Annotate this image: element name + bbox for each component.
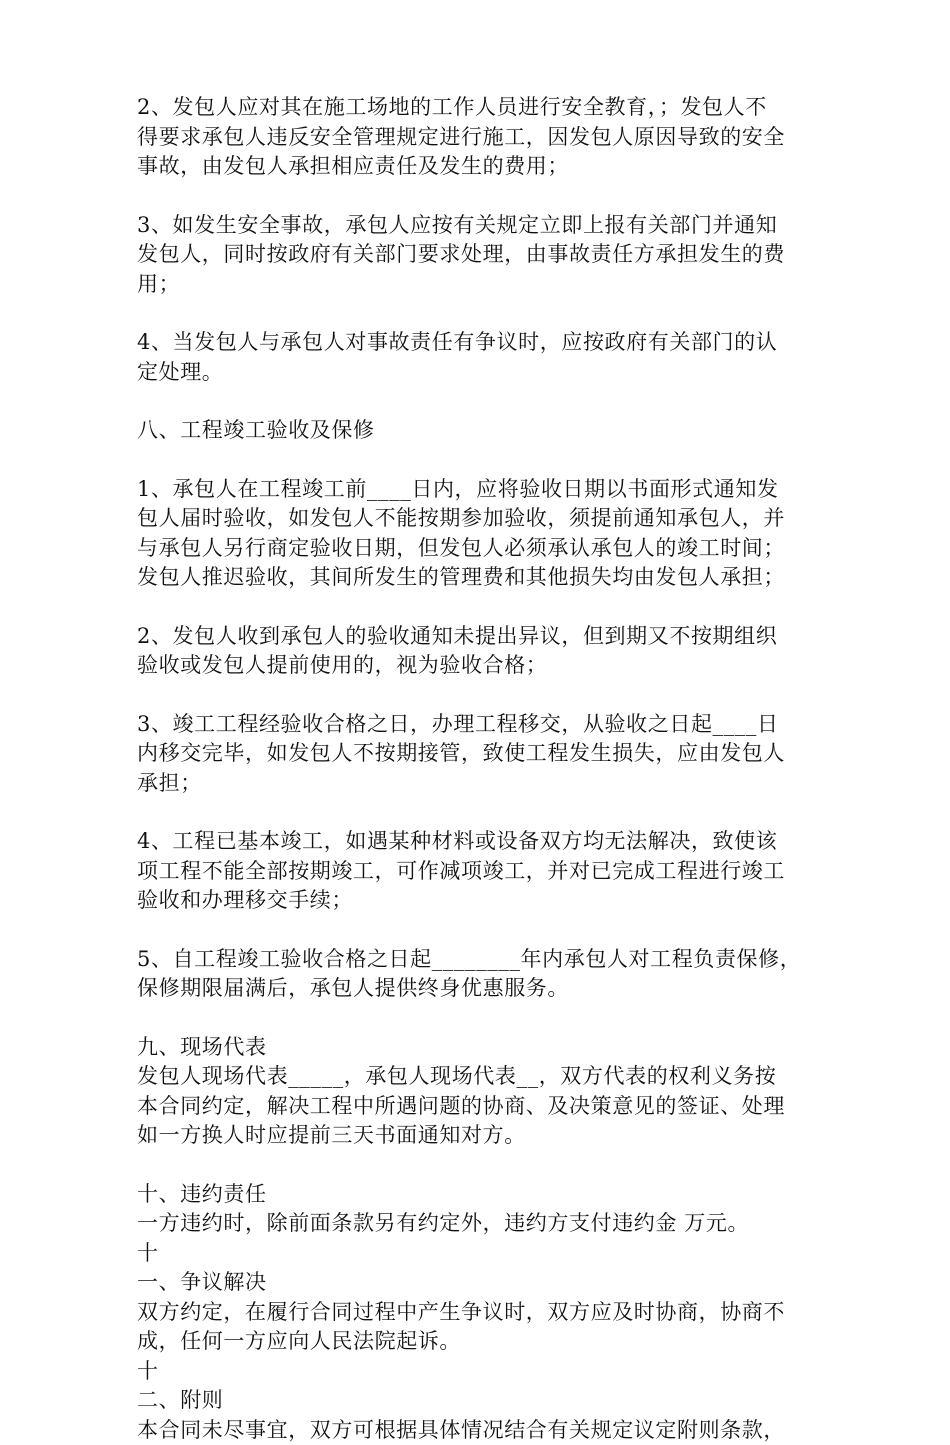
document-body: [137, 93, 827, 1445]
text-line: 事故，由发包人承担相应责任及发生的费用；: [137, 152, 827, 182]
paragraph-safety-education: [137, 93, 827, 182]
text-line: 如一方换人时应提前三天书面通知对方。: [137, 1121, 827, 1151]
text-line: 包人届时验收，如发包人不能按期参加验收，须提前通知承包人，并: [137, 504, 827, 534]
text-line: 1、承包人在工程竣工前____日内，应将验收日期以书面形式通知发: [137, 475, 827, 505]
section-heading: 十、违约责任: [137, 1180, 827, 1210]
paragraph-partial-completion: [137, 827, 827, 916]
paragraph-safety-accident: [137, 211, 827, 300]
text-line: 验收和办理移交手续；: [137, 886, 827, 916]
section-heading: 九、现场代表: [137, 1033, 827, 1063]
text-line: 一方违约时，除前面条款另有约定外，违约方支付违约金 万元。: [137, 1209, 827, 1239]
text-line: 4、工程已基本竣工，如遇某种材料或设备双方均无法解决，致使该: [137, 827, 827, 857]
text-line: 本合同未尽事宜，双方可根据具体情况结合有关规定议定附则条款，: [137, 1416, 827, 1445]
paragraph-acceptance-notice: [137, 475, 827, 593]
text-line: 项工程不能全部按期竣工，可作减项竣工，并对已完成工程进行竣工: [137, 857, 827, 887]
text-line: 成，任何一方应向人民法院起诉。: [137, 1327, 827, 1357]
paragraph-acceptance-objection: [137, 622, 827, 681]
paragraph-warranty: [137, 945, 827, 1004]
text-line: 2、发包人应对其在施工场地的工作人员进行安全教育，；发包人不: [137, 93, 827, 123]
text-line: 保修期限届满后，承包人提供终身优惠服务。: [137, 974, 827, 1004]
text-line: 本合同约定，解决工程中所遇问题的协商、及决策意见的签证、处理: [137, 1092, 827, 1122]
section-heading: 十: [137, 1239, 827, 1269]
text-line: 4、当发包人与承包人对事故责任有争议时，应按政府有关部门的认: [137, 328, 827, 358]
section-heading-completion-acceptance: [137, 416, 827, 446]
text-line: 发包人，同时按政府有关部门要求处理，由事故责任方承担发生的费: [137, 240, 827, 270]
paragraph-site-representative: [137, 1033, 827, 1151]
section-heading: 十: [137, 1357, 827, 1387]
paragraph-accident-dispute: [137, 328, 827, 387]
text-line: 双方约定，在履行合同过程中产生争议时，双方应及时协商，协商不: [137, 1298, 827, 1328]
section-heading: 一、争议解决: [137, 1268, 827, 1298]
text-line: 用；: [137, 270, 827, 300]
text-line: 3、如发生安全事故，承包人应按有关规定立即上报有关部门并通知: [137, 211, 827, 241]
text-line: 与承包人另行商定验收日期，但发包人必须承认承包人的竣工时间；: [137, 534, 827, 564]
text-line: 内移交完毕，如发包人不按期接管，致使工程发生损失，应由发包人: [137, 739, 827, 769]
section-heading: 二、附则: [137, 1386, 827, 1416]
text-line: 3、竣工工程经验收合格之日，办理工程移交，从验收之日起____日: [137, 710, 827, 740]
text-line: 5、自工程竣工验收合格之日起________年内承包人对工程负责保修，: [137, 945, 827, 975]
paragraph-handover: [137, 710, 827, 799]
text-line: 定处理。: [137, 358, 827, 388]
text-line: 2、发包人收到承包人的验收通知未提出异议，但到期又不按期组织: [137, 622, 827, 652]
text-line: 得要求承包人违反安全管理规定进行施工，因发包人原因导致的安全: [137, 123, 827, 153]
text-line: 验收或发包人提前使用的，视为验收合格；: [137, 651, 827, 681]
paragraph-breach-dispute-appendix: [137, 1180, 827, 1445]
text-line: 承担；: [137, 769, 827, 799]
section-heading: 八、工程竣工验收及保修: [137, 416, 827, 446]
text-line: 发包人推迟验收，其间所发生的管理费和其他损失均由发包人承担；: [137, 563, 827, 593]
text-line: 发包人现场代表_____，承包人现场代表__，双方代表的权利义务按: [137, 1062, 827, 1092]
